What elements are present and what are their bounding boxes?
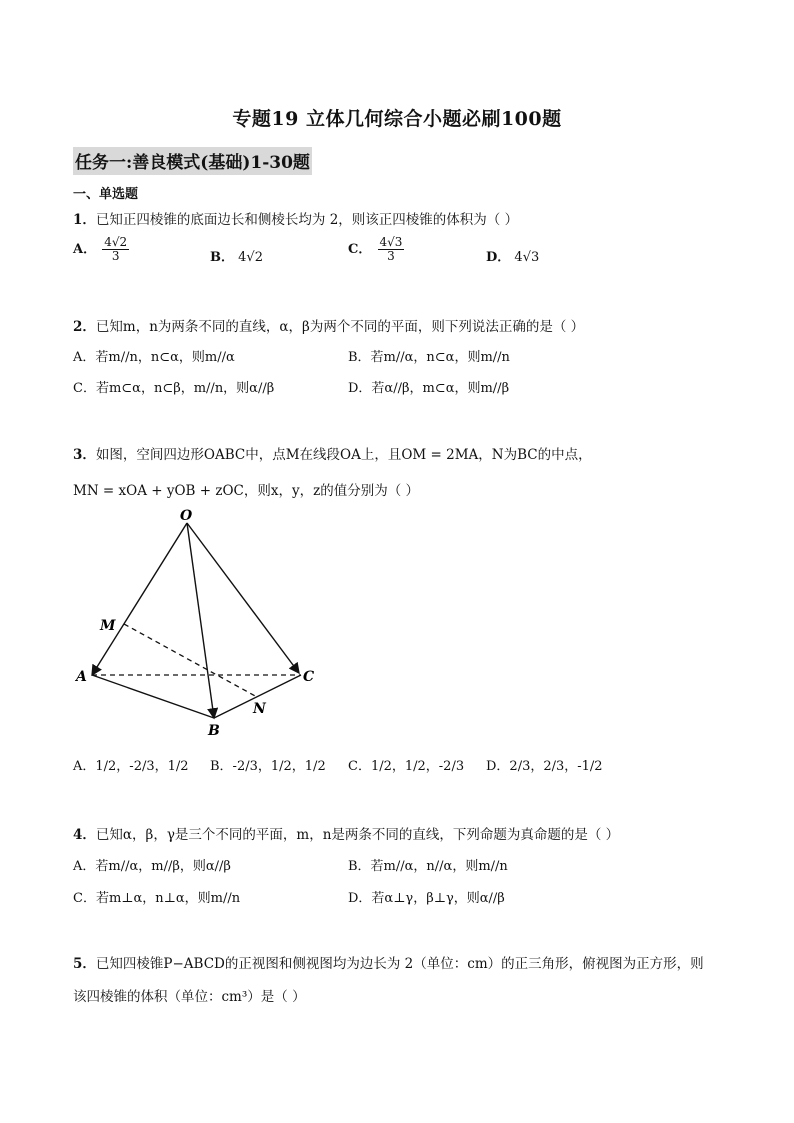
- question-4: [73, 823, 619, 843]
- question-text: 已知正四棱锥的底面边长和侧棱长均为 2，则该正四棱锥的体积为（ ）: [95, 212, 519, 228]
- q3-option-c: C．1/2，1/2，-2/3: [348, 759, 465, 774]
- q1-option-d: [486, 246, 539, 265]
- q3-option-b: B．-2/3，1/2，1/2: [210, 759, 326, 774]
- fraction: $\frac{4√2}{3}$: [104, 235, 128, 264]
- q2-option-a: A．若m//n，n⊂α，则m//α: [73, 350, 235, 365]
- question-text: 如图，空间四边形OABC中，点M在线段OA上，且OM = 2MA，N为BC的中点，: [95, 447, 592, 463]
- question-text: 已知m，n为两条不同的直线，α，β为两个不同的平面，则下列说法正确的是（ ）: [95, 319, 585, 335]
- q3-option-d: D．2/3，2/3，-1/2: [486, 759, 603, 774]
- edge-oa: [92, 523, 187, 675]
- edge-ab: [92, 675, 214, 718]
- question-number: 2．: [73, 319, 96, 335]
- q4-option-d: D．若α⊥γ，β⊥γ，则α//β: [348, 891, 505, 906]
- label-b: B: [208, 723, 220, 738]
- q4-option-b: B．若m//α，n//α，则m//n: [348, 859, 508, 874]
- option-value: 4√2: [238, 250, 263, 265]
- option-label: C．: [348, 242, 372, 258]
- tetrahedron-figure: [70, 503, 340, 738]
- label-m: M: [100, 618, 116, 634]
- q1-option-b: [210, 246, 263, 265]
- question-number: 5．: [73, 956, 96, 972]
- option-label: B．: [210, 250, 234, 265]
- page-title: 专题19 立体几何综合小题必刷100题: [232, 108, 562, 130]
- task-heading: 任务一:善良模式(基础)1-30题: [73, 147, 312, 175]
- question-5-line-2: 该四棱锥的体积（单位：cm³）是（ ）: [73, 989, 306, 1005]
- segment-mn-hidden: [124, 624, 257, 697]
- label-o: O: [180, 508, 193, 524]
- q4-option-c: C．若m⊥α，n⊥α，则m//n: [73, 891, 241, 906]
- q2-option-c: C．若m⊂α，n⊂β，m//n，则α//β: [73, 381, 275, 396]
- section-heading: 一、单选题: [73, 187, 139, 202]
- option-value: 4√3: [514, 250, 540, 265]
- question-2: [73, 315, 584, 335]
- question-number: 4．: [73, 827, 96, 843]
- fraction: $\frac{4√3}{3}$: [379, 235, 403, 264]
- edge-ob: [187, 523, 214, 718]
- q3-option-a: A．1/2，-2/3，1/2: [73, 759, 189, 774]
- q2-option-b: B．若m//α，n⊂α，则m//n: [348, 350, 510, 365]
- question-3: [73, 443, 592, 463]
- q1-option-c: [348, 236, 406, 263]
- q1-option-a: [73, 236, 131, 263]
- edge-oc: [187, 523, 299, 673]
- question-text: 已知α，β，γ是三个不同的平面，m，n是两条不同的直线，下列命题为真命题的是（ ）: [95, 827, 620, 843]
- question-5: [73, 952, 704, 972]
- question-text: 已知四棱锥P−ABCD的正视图和侧视图均为边长为 2（单位：cm）的正三角形，俯视图为正方形，则: [95, 956, 704, 972]
- label-a: A: [76, 669, 87, 685]
- q4-option-a: A．若m//α，m//β，则α//β: [73, 859, 231, 874]
- question-number: 1．: [73, 212, 96, 228]
- q2-option-d: D．若α//β，m⊂α，则m//β: [348, 381, 510, 396]
- question-number: 3．: [73, 447, 96, 463]
- question-1: [73, 208, 518, 228]
- label-n: N: [253, 701, 266, 717]
- label-c: C: [303, 669, 315, 685]
- option-label: A．: [73, 242, 97, 258]
- option-label: D．: [486, 250, 511, 265]
- question-3-line-2: MN = xOA + yOB + zOC，则x，y，z的值分别为（ ）: [73, 483, 420, 499]
